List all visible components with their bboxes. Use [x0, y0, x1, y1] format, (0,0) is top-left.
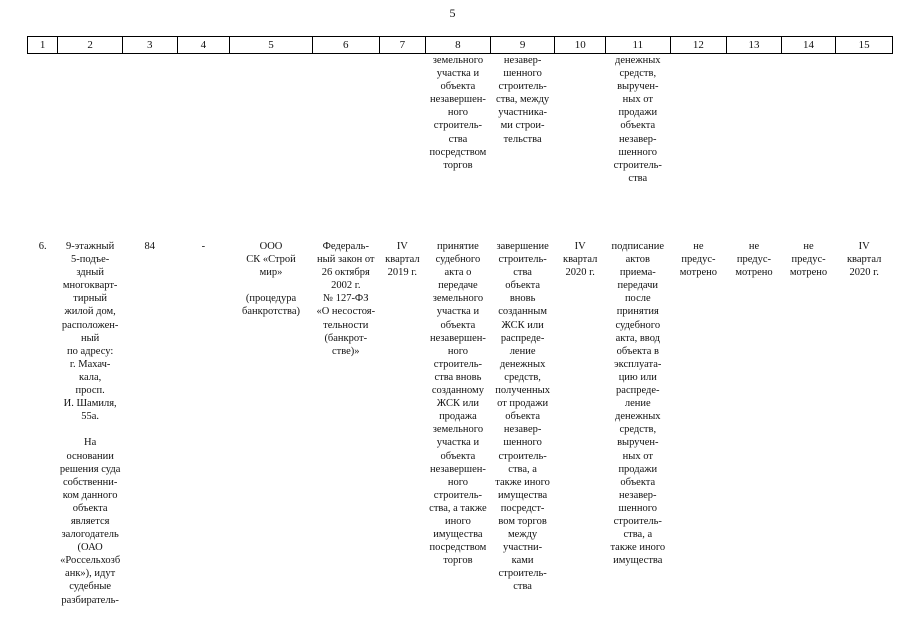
cell-final-step: подписание актов приема- передачи после принятия судебного акта, ввод объекта в эксплуата- цию или распреде- ление денежных средств, выручен- ных от продажи объекта незавер- шенного строитель- ства, а также иного имущества [610, 241, 666, 567]
column-number: 6 [312, 37, 379, 54]
column-number: 15 [836, 37, 893, 54]
column-number: 3 [122, 37, 177, 54]
column-number: 5 [230, 37, 313, 54]
cell-final-step: денежных средств, выручен- ных от продажи объекта незавер- шенного строитель- ства [613, 55, 662, 184]
column-number: 10 [555, 37, 606, 54]
cell-deadline-3: IV квартал 2020 г. [846, 241, 882, 279]
column-number-row [28, 37, 893, 54]
cell-stage-action: принятие судебного акта о передаче земельного участка и объекта незавершен- ного строитель- ства вновь созданному ЖСК или продажа земельного участка и объекта незавершен- ного строитель- ства, а также иного имущества посредством торгов [429, 241, 487, 567]
cell-col14: не предус- мотрено [789, 241, 828, 279]
column-number: 1 [28, 37, 58, 54]
cell-count: 84 [144, 241, 156, 252]
column-number: 8 [426, 37, 491, 54]
cell-legal-basis: Федераль- ный закон от 26 октября 2002 г. № 127-ФЗ «О несостоя- тельности (банкрот- стве)» [316, 241, 376, 357]
cell-stage-completion: незавер- шенного строитель- ства, между участника- ми строи- тельства [496, 55, 550, 145]
column-number: 11 [605, 37, 670, 54]
cell-deadline-1: IV квартал 2019 г. [385, 241, 420, 279]
cell-stage-completion: завершение строитель- ства объекта вновь созданным ЖСК или распреде- ление денежных средств, полученных от продажи объекта незавер- шенного строитель- ства, а также иного имущества посредст- вом торгов между участни- ками строитель- ства [495, 241, 550, 593]
plan-table [27, 36, 893, 607]
column-number: 4 [177, 37, 230, 54]
column-number: 13 [727, 37, 782, 54]
table-row-continuation [28, 54, 893, 241]
column-number: 14 [781, 37, 836, 54]
column-number: 2 [58, 37, 123, 54]
column-number: 12 [670, 37, 727, 54]
column-number: 7 [379, 37, 425, 54]
cell-stage-action: земельного участка и объекта незавершен- ного строитель- ства посредством торгов [429, 55, 487, 171]
cell-col12: не предус- мотрено [679, 241, 718, 279]
page-number: 5 [449, 6, 456, 20]
cell-developer: ООО СК «Строй мир» (процедура банкротства) [241, 241, 301, 318]
table-row [28, 240, 893, 607]
cell-row-number: 6. [38, 241, 47, 252]
column-number: 9 [490, 37, 555, 54]
cell-col13: не предус- мотрено [735, 241, 773, 279]
cell-object-description: 9-этажный 5-подъе- здный многокварт- тирный жилой дом, расположен- ный по адресу: г. Махач- кала, просп. И. Шамиля, 55а. На основании решения суда собственни- ком данного объекта является залогодатель (ОАО «Россельхозб анк»), идут судебные разбиратель- [59, 241, 121, 606]
cell-deadline-2: IV квартал 2020 г. [562, 241, 598, 279]
cell-col4: - [201, 241, 206, 252]
